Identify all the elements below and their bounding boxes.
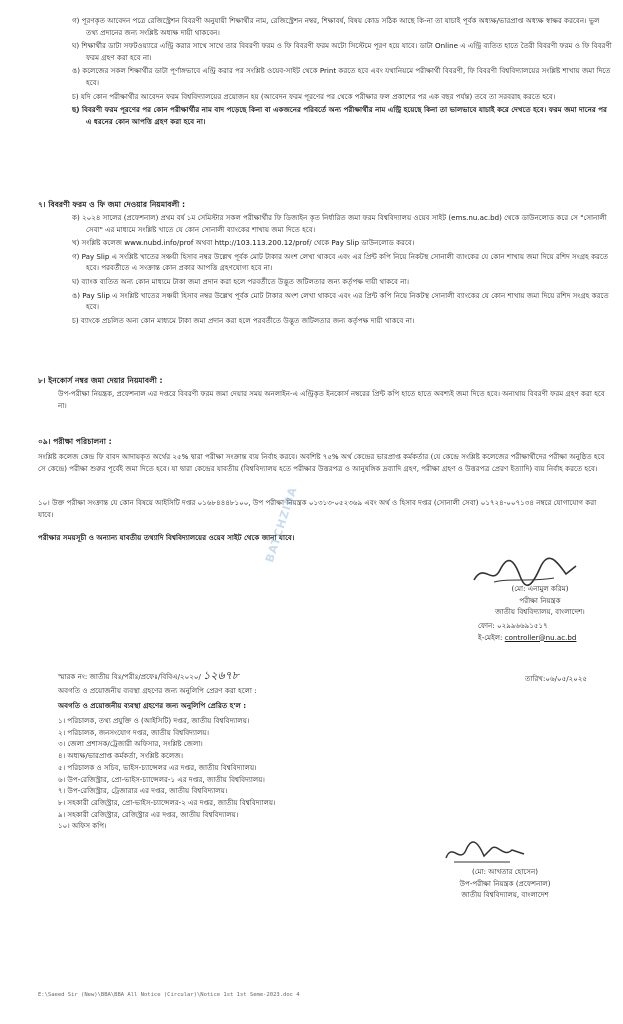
section8-body: উপ-পরীক্ষা নিয়ন্ত্রক, প্রফেশনাল এর দপ্তরে বিবরণী ফরম জমা দেয়ার সময় অনলাইন-এ এন্ট্রিকৃত ইনকোর্স নম্বরের প্রিন্ট কপি হাতে হাতে অবশ্যই জমা দিতে হবে। অন্যথায় বিবরণী ফরম গ্রহণ করা হবে না। bbox=[58, 389, 605, 410]
watermark: BATCHZIBA bbox=[263, 485, 300, 565]
memo-ref bbox=[58, 670, 358, 683]
cc-item: ৯। সহকারী রেজিস্ট্রার, রেজিস্ট্রার এর দপ্তর, জাতীয় বিশ্ববিদ্যালয়। bbox=[58, 809, 239, 819]
signatory1-title: পরীক্ষা নিয়ন্ত্রক bbox=[519, 595, 561, 605]
cc-heading: অবগতি ও প্রয়োজনীয় ব্যবস্থা গ্রহণের জন্য অনুলিপি প্রেরিত হ'ল : bbox=[58, 701, 247, 710]
section6-item-chha: ছ) বিবরণী ফরম পূরণের পর কোন পরীক্ষার্থীর নাম বাদ পড়েছে কিনা বা একজনের পরিবর্তে অন্য পরীক্ষার্থীর নাম এন্ট্রি হয়েছে কিনা তা ভালভাবে যাচাই করে দেখতে হবে। ফরম জমা দানের পর এ ধরনের কোন আপত্তি গ্রহণ করা হবে না। bbox=[72, 105, 607, 126]
deputy-controller-signature bbox=[440, 838, 530, 868]
section7-items bbox=[72, 212, 612, 326]
cc-item: ১। পরিচালক, তথ্য প্রযুক্তি ও (আইসিটি) দপ্তর, জাতীয় বিশ্ববিদ্যালয়। bbox=[58, 716, 250, 725]
signatory2-name: (মো: আখতার হোসেন) bbox=[472, 867, 538, 876]
section6-item-uma: ঙ) কলেজের সকল শিক্ষার্থীর ডাটা পূর্ণাঙ্গভাবে এন্ট্রি করার পর সংশ্লিষ্ট ওয়েব-সাইট থেকে Print করতে হবে এবং যথানিয়মে পরীক্ষার্থী বিবরণী, ফি বিবরণী বিশ্ববিদ্যালয়ের সংশ্লিষ্ট শাখায় জমা দিতে হবে। bbox=[72, 66, 611, 87]
signatory2-org: জাতীয় বিশ্ববিদ্যালয়, বাংলাদেশ bbox=[461, 890, 549, 900]
memo-ref-label: স্মারক নং: জাতীয় বিঃ/পরীঃ/প্রফেঃ/বিবিএ/২০২০/ bbox=[58, 672, 201, 681]
memo-ref-number: ১২৬৭৮ bbox=[203, 669, 239, 682]
signatory1-phone: ফোন: ০২৯৯৬৬৯১৫১৭ bbox=[478, 621, 548, 630]
section7-item: খ) সংশ্লিষ্ট কলেজ www.nubd.info/prof অথবা http://103.113.200.12/prof/ থেকে Pay Slip ডাউনলোড করবে। bbox=[72, 238, 415, 248]
section9-body: সংশ্লিষ্ট কলেজ কেন্দ্র ফি বাবদ আদায়কৃত অর্থের ২৫% দ্বারা পরীক্ষা সংক্রান্ত ব্যয় নির্বাহ করবে। অবশিষ্ট ৭৫% অর্থ কেন্দ্রের ভারপ্রাপ্ত কর্মকর্তার (যে কেন্দ্রে সংশ্লিষ্ট কলেজের পরীক্ষার্থীদের পরীক্ষা অনুষ্ঠিত হবে সে কেন্দ্রে) পরীক্ষা শুরুর পূর্বেই জমা দিতে হবে। যা দ্বারা কেন্দ্রের যাবতীয় (বিশ্ববিদ্যালয় হতে পরীক্ষার উত্তরপত্র ও আনুষঙ্গিক দ্রব্যাদি গ্রহণ, পরীক্ষা গ্রহণ ও উত্তরপত্র প্রেরণ ইত্যাদি) ব্যয় নির্বাহ করতে হবে। bbox=[38, 452, 605, 473]
email-link[interactable]: controller@nu.ac.bd bbox=[504, 632, 577, 642]
memo-date bbox=[525, 673, 615, 685]
file-path-footer: E:\Saeed Sir (New)\BBA\BBA All Notice (Circular)\Notice 1st 1st Seme-2023.doc 4 bbox=[38, 992, 300, 998]
signatory2-block bbox=[420, 866, 590, 901]
section7-item: চ) ব্যাংকে প্রচলিত অন্য কোন মাধ্যমে টাকা জমা প্রদান করা হলে পরবর্তীতে উদ্ভূত জটিলতার জন্য কর্তৃপক্ষ দায়ী থাকবে না। bbox=[72, 315, 415, 325]
section6-items bbox=[72, 15, 612, 127]
footer-note: পরীক্ষার সময়সূচী ও অন্যান্য যাবতীয় তথ্যাদি বিশ্ববিদ্যালয়ের ওয়েব সাইট থেকে জানা যাবে। bbox=[38, 533, 295, 542]
cc-item: ৮। সহকারী রেজিস্ট্রার, প্রো-ভাইস-চ্যান্সেলর-২ এর দপ্তর, জাতীয় বিশ্ববিদ্যালয়। bbox=[58, 797, 276, 807]
cc-item: ১০। অফিস কপি। bbox=[58, 821, 107, 831]
signatory1-name: (মো: এনামুল করিম) bbox=[511, 584, 569, 593]
cc-item: ২। পরিচালক, জনসংযোগ দপ্তর, জাতীয় বিশ্ববিদ্যালয়। bbox=[58, 727, 210, 737]
section7-item: ক) ২০২৪ সালের (প্রফেশনাল) প্রথম বর্ষ ১ম সেমিস্টার সকল পরীক্ষার্থীর ফি ডিজাইন কৃত নির্ধারিত জমা ফরম বিশ্ববিদ্যালয় ওয়েব সাইট (ems.nu.ac.bd) থেকে ডাউনলোড করে সে "সোনালী সেবা" এর মাধ্যমে সংশ্লিষ্ট খাতে যে কোন সোনালী ব্যাংকের শাখায় জমা দিতে হবে। bbox=[72, 213, 607, 234]
section7-item: গ) Pay Slip এ সংশ্লিষ্ট খাতের সঞ্চয়ী হিসাব নম্বর উল্লেখ পূর্বক মোট টাকার অংশ লেখা থাকবে এবং এর প্রিন্ট কপি নিয়ে নিকটস্থ সোনালী ব্যাংকের যে কোন শাখায় জমা দিয়ে রশিদ সংগ্রহ করতে হবে। পরবর্তীতে এ সংক্রান্ত কোন প্রকার আপত্তি গ্রহণযোগ্য হবে না। bbox=[72, 251, 609, 273]
email-label: ই-মেইল: bbox=[478, 632, 503, 642]
signatory1-email-line bbox=[478, 632, 618, 644]
section7-item: ঘ) ব্যাংক ব্যতিত অন্য কোন মাধ্যমে টাকা জমা প্রদান করা হলে পরবর্তীতে উদ্ভূত জটিলতার জন্য কর্তৃপক্ষ দায়ী থাকবে না। bbox=[72, 276, 410, 286]
section6-item-ga: গ) পূরণকৃত আবেদন পত্রে রেজিস্ট্রেশন বিবরণী অনুযায়ী শিক্ষার্থীর নাম, রেজিস্ট্রেশন নম্বর, শিক্ষাবর্ষ, বিষয় কোড সঠিক আছে কি-না তা যাচাই পূর্বক অধ্যক্ষ/ভারপ্রাপ্ত অধ্যক্ষ স্বাক্ষর করবেন। ভুল তথ্য প্রদানের জন্য সংশ্লিষ্ট অধ্যক্ষ দায়ী থাকবেন। bbox=[72, 16, 600, 37]
signatory2-title: উপ-পরীক্ষা নিয়ন্ত্রক (প্রফেশনাল) bbox=[459, 878, 551, 888]
memo-date-value: ০৬/০৫/২০২৫ bbox=[545, 674, 588, 683]
cc-item: ৩। জেলা প্রশাসক/ট্রেজারী অফিসার, সংশ্লিষ্ট জেলা। bbox=[58, 739, 203, 749]
section6-item-gha: ঘ) শিক্ষার্থীর ডাটা সফটওয়্যারে এন্ট্রি করার সাথে সাথে তার বিবরণী ফরম ও ফি বিবরণী ফরম অটো সিস্টেমে পূরণ হয়ে যাবে। ডাটা Online এ এন্ট্রি ব্যতিত হাতে তৈরী বিবরণী ফরম ও ফি বিবরণী ফরম গ্রহণ করা হবে না। bbox=[72, 41, 612, 62]
signatory1-block bbox=[470, 583, 610, 618]
memo-info-line: অবগতি ও প্রয়োজনীয় ব্যবস্থা গ্রহণের জন্য অনুলিপি প্রেরণ করা হলো : bbox=[58, 686, 257, 695]
cc-list bbox=[58, 715, 478, 832]
cc-item: ৪। অধ্যক্ষ/ভারপ্রাপ্ত কর্মকর্তা, সংশ্লিষ্ট কলেজ। bbox=[58, 751, 184, 761]
cc-item: ৭। উপ-রেজিস্ট্রার, ট্রেজারার এর দপ্তর, জাতীয় বিশ্ববিদ্যালয়। bbox=[58, 786, 228, 796]
signatory1-contact bbox=[478, 620, 618, 643]
section8-heading: ৮। ইনকোর্স নম্বর জমা দেয়ার নিয়মাবলী : bbox=[38, 376, 163, 385]
section10-contact: ১০। উক্ত পরীক্ষা সংক্রান্ত যে কোন বিষয়ে আইসিটি দপ্তর ০১৬৮৪৪৪৮১০০, উপ পরীক্ষা নিয়ন্ত্রক ০১৩১৩-০৫২৩৬৯ এবং অর্থ ও হিসাব দপ্তর (সোনালী সেবা) ০১৭২৪-০০৭১৩৪ নম্বরে যোগাযোগ করা যাবে। bbox=[38, 498, 597, 519]
section7-item: ঙ) Pay Slip এ সংশ্লিষ্ট খাতের সঞ্চয়ী হিসাব নম্বর উল্লেখ পূর্বক মোট টাকার অংশ লেখা থাকবে এবং এর প্রিন্ট কপি নিয়ে নিকটস্থ সোনালী ব্যাংকের যে কোন শাখায় জমা দিয়ে রশিদ সংগ্রহ করতে হবে। bbox=[72, 290, 609, 312]
memo-date-label: তারিখ: bbox=[525, 674, 546, 683]
cc-item: ৬। উপ-রেজিস্ট্রার, প্রো-ভাইস-চ্যান্সেলর-১ এর দপ্তর, জাতীয় বিশ্ববিদ্যালয়। bbox=[58, 774, 265, 784]
section7-heading: ৭। বিবরণী ফরম ও ফি জমা দেওয়ার নিয়মাবলী : bbox=[38, 200, 186, 209]
section6-item-cha: চ) যদি কোন পরীক্ষার্থীর আবেদন ফরম বিশ্ববিদ্যালয়ের প্রয়োজন হয় (আবেদন ফরম পূরণের পর থেকে পরীক্ষার ফল প্রকাশের পর এক বছর পর্যন্ত) তবে তা সরবরাহ করতে হবে। bbox=[72, 91, 556, 101]
section9-heading: ০৯। পরীক্ষা পরিচালনা : bbox=[38, 437, 112, 446]
cc-item: ৫। পরিচালক ও সচিব, ভাইস-চ্যান্সেলর এর দপ্তর, জাতীয় বিশ্ববিদ্যালয়। bbox=[58, 762, 257, 772]
signatory1-org: জাতীয় বিশ্ববিদ্যালয়, বাংলাদেশ। bbox=[495, 607, 585, 617]
